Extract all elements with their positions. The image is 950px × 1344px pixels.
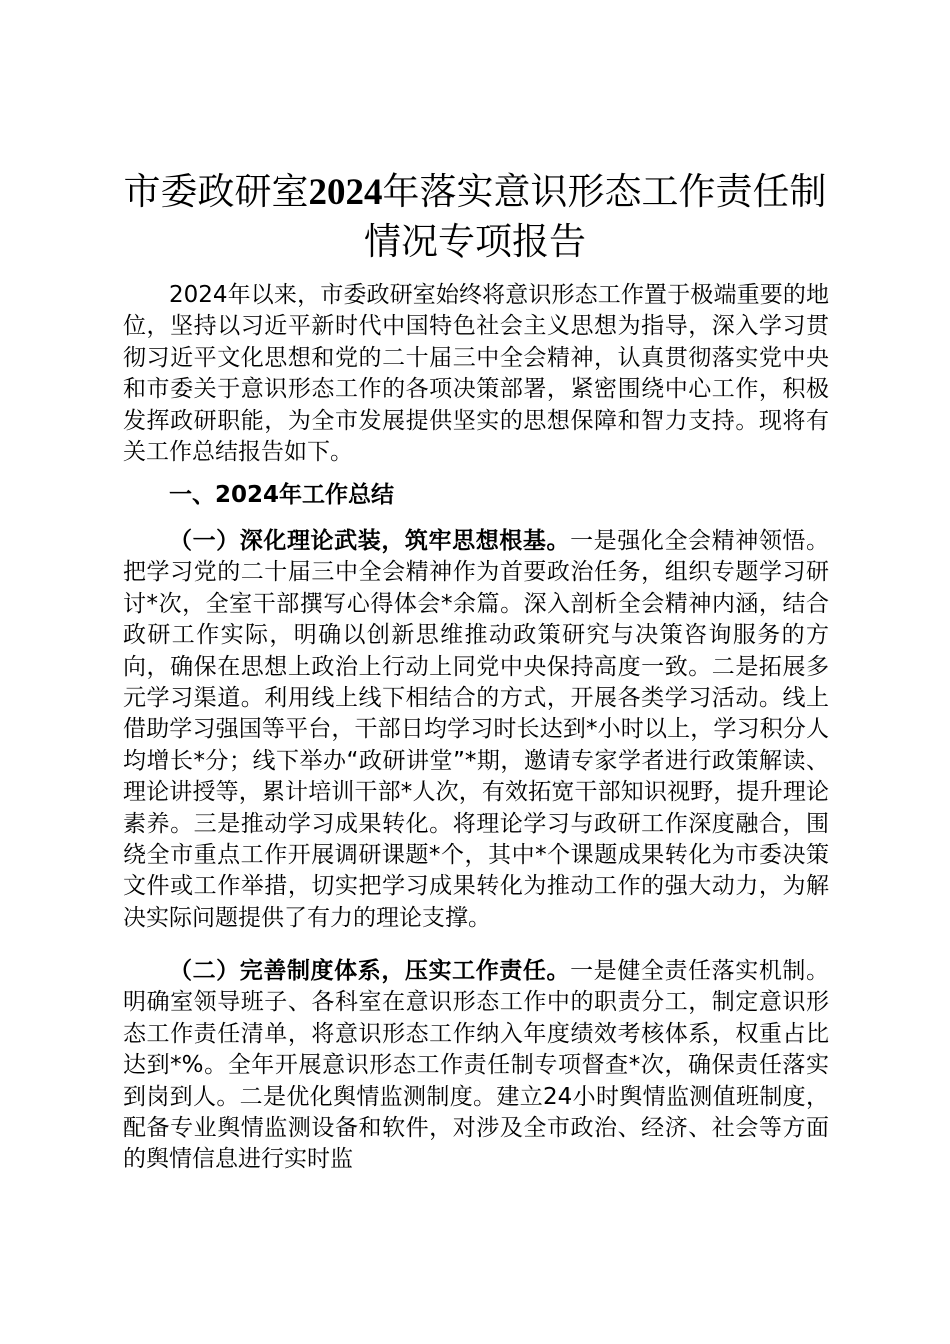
paragraph-1: [123, 526, 829, 934]
title-year: 2024: [308, 172, 383, 213]
paragraph-2-body: 一是健全责任落实机制。明确室领导班子、各科室在意识形态工作中的职责分工，制定意识形态工作责任清单，将意识形态工作纳入年度绩效考核体系，权重占比达到*%。全年开展意识形态工作责任制专项督查*次，确保责任落实到岗到人。二是优化舆情监测制度。建立24小时舆情监测值班制度，配备专业舆情监测设备和软件，对涉及全市政治、经济、社会等方面的舆情信息进行实时监: [123, 958, 830, 1173]
section-heading: 一、2024年工作总结: [169, 482, 395, 508]
document-title-line-2: 情况专项报告: [364, 220, 586, 263]
paragraph-2-lead: （二）完善制度体系，压实工作责任。: [169, 958, 571, 984]
title-prefix: 市委政研室: [123, 170, 309, 213]
paragraph-2: [123, 956, 829, 1176]
document-title-line-1: [110, 166, 840, 219]
intro-paragraph: 2024年以来，市委政研室始终将意识形态工作置于极端重要的地位，坚持以习近平新时代中国特色社会主义思想为指导，深入学习贯彻习近平文化思想和党的二十届三中全会精神，认真贯彻落实党中央和市委关于意识形态工作的各项决策部署，紧密围绕中心工作，积极发挥政研职能，为全市发展提供坚实的思想保障和智力支持。现将有关工作总结报告如下。: [123, 282, 829, 466]
title-suffix: 年落实意识形态工作责任制: [382, 170, 827, 213]
paragraph-1-lead: （一）深化理论武装，筑牢思想根基。: [169, 528, 571, 554]
paragraph-1-body: 一是强化全会精神领悟。把学习党的二十届三中全会精神作为首要政治任务，组织专题学习研讨*次，全室干部撰写心得体会*余篇。深入剖析全会精神内涵，结合政研工作实际，明确以创新思维推动政策研究与决策咨询服务的方向，确保在思想上政治上行动上同党中央保持高度一致。二是拓展多元学习渠道。利用线上线下相结合的方式，开展各类学习活动。线上借助学习强国等平台，干部日均学习时长达到*小时以上，学习积分人均增长*分；线下举办“政研讲堂”*期，邀请专家学者进行政策解读、理论讲授等，累计培训干部*人次，有效拓宽干部知识视野，提升理论素养。三是推动学习成果转化。将理论学习与政研工作深度融合，围绕全市重点工作开展调研课题*个，其中*个课题成果转化为市委决策文件或工作举措，切实把学习成果转化为推动工作的强大动力，为解决实际问题提供了有力的理论支撑。: [123, 528, 830, 931]
